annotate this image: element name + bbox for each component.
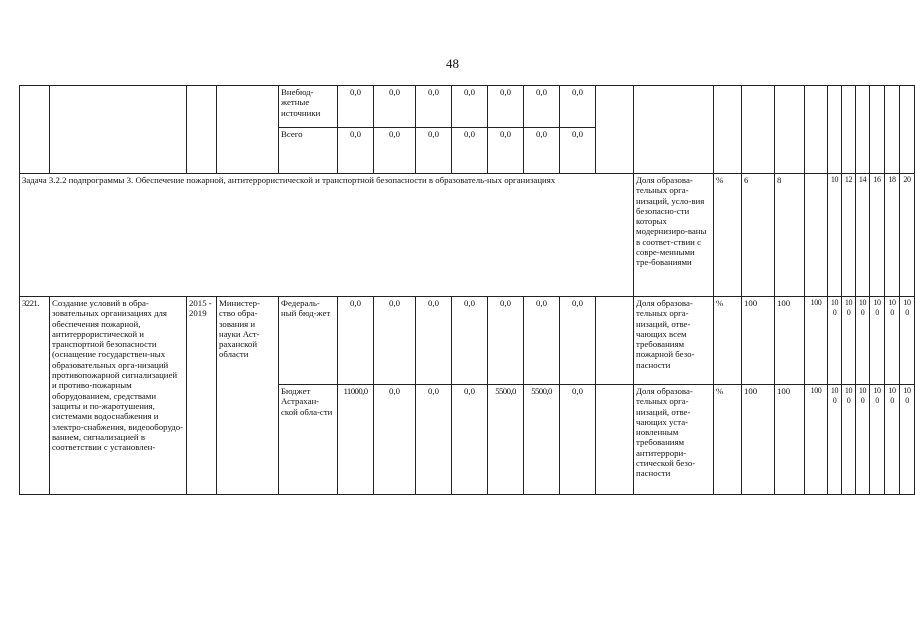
target-cell: 100 — [805, 297, 828, 385]
program-table — [19, 85, 915, 495]
empty-cell — [20, 86, 50, 174]
empty-cell — [856, 86, 870, 174]
task-row — [20, 174, 915, 297]
empty-cell — [805, 86, 828, 174]
amount-cell: 0,0 — [452, 128, 488, 174]
target-cell: 100 — [828, 385, 842, 495]
empty-cell — [842, 86, 856, 174]
amount-cell: 0,0 — [452, 86, 488, 128]
measure-code: 3221. — [20, 297, 50, 495]
amount-cell: 0,0 — [488, 297, 524, 385]
target-cell: 8 — [775, 174, 805, 297]
unit-cell: % — [714, 385, 742, 495]
empty-cell — [714, 86, 742, 174]
indicator-cell: Доля образова-тельных орга-низаций, отве-чающих всем требованиям пожарной безо-пасности — [634, 297, 714, 385]
target-cell: 100 — [856, 297, 870, 385]
amount-cell: 0,0 — [560, 128, 596, 174]
target-cell: 100 — [885, 297, 900, 385]
empty-cell — [50, 86, 187, 174]
measure-executor: Министер-ство обра-зования и науки Аст-раханской области — [217, 297, 279, 495]
measure-description: Создание условий в обра-зовательных организациях для обеспечения пожарной, антитеррористической и транспортной безопасности (оснащение государствен-ных образовательных орга-низаций противопожарной сигнализацией и противо-пожарным оборудованием, средствами защиты и по-жаротушения, системами водоснабжения и электро-снабжения, видеооборудо-ванием, сигнализацией в соответствии с установлен- — [50, 297, 187, 495]
target-cell: 100 — [775, 385, 805, 495]
funding-source: Федераль-ный бюд-жет — [279, 297, 338, 385]
indicator-cell: Доля образова-тельных орга-низаций, усло-вия безопасно-сти которых модернизиро-ваны в соответ-ствии с совре-менными тре-бованиями — [634, 174, 714, 297]
empty-cell — [742, 86, 775, 174]
federal-budget-row — [20, 297, 915, 385]
amount-cell: 0,0 — [338, 128, 374, 174]
target-cell: 100 — [742, 385, 775, 495]
empty-cell — [900, 86, 915, 174]
page-number: 48 — [446, 56, 459, 71]
target-cell: 100 — [900, 385, 915, 495]
empty-cell — [870, 86, 885, 174]
empty-cell — [828, 86, 842, 174]
indicator-cell: Доля образова-тельных орга-низаций, отве-чающих уста-новленным требованиям антитеррори-стической безо-пасности — [634, 385, 714, 495]
target-cell: 100 — [742, 297, 775, 385]
target-cell: 12 — [842, 174, 856, 297]
funding-source: Бюджет Астрахан-ской обла-сти — [279, 385, 338, 495]
funding-source: Всего — [279, 128, 338, 174]
target-cell: 20 — [900, 174, 915, 297]
amount-cell: 0,0 — [374, 297, 416, 385]
target-cell: 100 — [870, 385, 885, 495]
target-cell: 100 — [900, 297, 915, 385]
target-cell: 100 — [842, 297, 856, 385]
amount-cell: 11000,0 — [338, 385, 374, 495]
empty-cell — [187, 86, 217, 174]
unit-cell: % — [714, 174, 742, 297]
empty-cell — [775, 86, 805, 174]
amount-cell: 0,0 — [560, 385, 596, 495]
amount-cell: 0,0 — [524, 297, 560, 385]
amount-cell: 0,0 — [488, 86, 524, 128]
amount-cell: 0,0 — [416, 385, 452, 495]
amount-cell: 0,0 — [524, 128, 560, 174]
target-cell: 10 — [828, 174, 842, 297]
empty-cell — [217, 86, 279, 174]
unit-cell: % — [714, 297, 742, 385]
target-cell: 18 — [885, 174, 900, 297]
target-cell: 100 — [775, 297, 805, 385]
target-cell: 100 — [856, 385, 870, 495]
measure-period: 2015 - 2019 — [187, 297, 217, 495]
empty-cell — [885, 86, 900, 174]
amount-cell: 0,0 — [374, 385, 416, 495]
empty-cell — [596, 385, 634, 495]
target-cell: 100 — [828, 297, 842, 385]
amount-cell: 0,0 — [560, 297, 596, 385]
target-cell: 100 — [805, 385, 828, 495]
amount-cell: 0,0 — [452, 385, 488, 495]
target-cell: 14 — [856, 174, 870, 297]
amount-cell: 0,0 — [488, 128, 524, 174]
amount-cell: 0,0 — [338, 86, 374, 128]
target-cell — [805, 174, 828, 297]
amount-cell: 5500,0 — [524, 385, 560, 495]
target-cell: 6 — [742, 174, 775, 297]
task-title: Задача 3.2.2 подпрограммы 3. Обеспечение пожарной, антитеррористической и транспортной безопасности в образователь-ных организациях — [20, 174, 634, 297]
amount-cell: 0,0 — [416, 86, 452, 128]
target-cell: 100 — [885, 385, 900, 495]
extrabudget-row — [20, 86, 915, 128]
amount-cell: 0,0 — [416, 297, 452, 385]
amount-cell: 0,0 — [560, 86, 596, 128]
amount-cell: 0,0 — [338, 297, 374, 385]
target-cell: 16 — [870, 174, 885, 297]
empty-cell — [596, 86, 634, 174]
funding-source: Внебюд-жетные источники — [279, 86, 338, 128]
amount-cell: 0,0 — [416, 128, 452, 174]
target-cell: 100 — [842, 385, 856, 495]
amount-cell: 5500,0 — [488, 385, 524, 495]
empty-cell — [596, 297, 634, 385]
empty-cell — [634, 86, 714, 174]
target-cell: 100 — [870, 297, 885, 385]
amount-cell: 0,0 — [452, 297, 488, 385]
amount-cell: 0,0 — [374, 128, 416, 174]
amount-cell: 0,0 — [374, 86, 416, 128]
amount-cell: 0,0 — [524, 86, 560, 128]
